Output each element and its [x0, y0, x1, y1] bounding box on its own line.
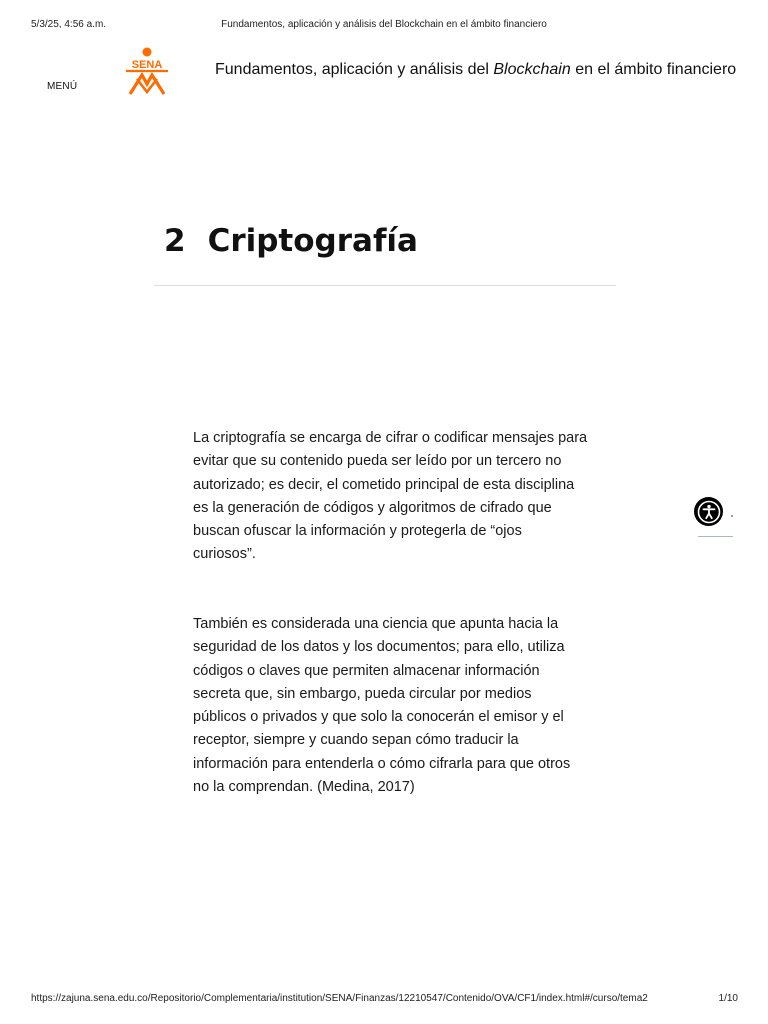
accessibility-icon [697, 500, 721, 524]
paragraph-2: También es considerada una ciencia que apunta hacia la seguridad de los datos y los documentos; para ello, utiliza códigos o claves que permiten almacenar información secreta que, sin embargo, pueda circular por medios públicos o privados y que solo la conocerán el emisor y el receptor, siempre y cuando sepan cómo traducir la información para entenderla o cómo cifrarla para que otros no la comprendan. (Medina, 2017) [193, 616, 571, 796]
paragraph-1: La criptografía se encarga de cifrar o codificar mensajes para evitar que su contenido pueda ser leído por un tercero no autorizado; es decir, el cometido principal de esta disciplina es la generación de códigos y algoritmos de cifrado que buscan ofuscar la información y protegerla de “ojos curiosos”. [193, 430, 588, 563]
heading-divider [154, 285, 616, 286]
section-heading [164, 223, 418, 259]
logo-text: SENA [131, 59, 163, 71]
sena-logo-icon[interactable] [122, 46, 172, 96]
accessibility-dot [731, 515, 733, 517]
section-title: Criptografía [207, 223, 418, 259]
accessibility-button[interactable] [694, 497, 723, 526]
print-doc-title: Fundamentos, aplicación y análisis del Blockchain en el ámbito financiero [221, 19, 547, 30]
print-url: https://zajuna.sena.edu.co/Repositorio/Complementaria/institution/SENA/Finanzas/12210547/Contenido/OVA/CF1/index.html#/curso/tema2 [31, 993, 648, 1004]
print-datetime: 5/3/25, 4:56 a.m. [31, 19, 107, 30]
course-title-italic: Blockchain [493, 61, 571, 78]
section-number: 2 [164, 223, 186, 259]
course-title-post: en el ámbito financiero [570, 61, 737, 78]
menu-button[interactable]: MENÚ [47, 81, 78, 92]
course-title-pre: Fundamentos, aplicación y análisis del [215, 61, 494, 78]
print-page-number: 1/10 [718, 993, 738, 1004]
course-title [215, 61, 736, 79]
accessibility-underline [698, 536, 733, 537]
